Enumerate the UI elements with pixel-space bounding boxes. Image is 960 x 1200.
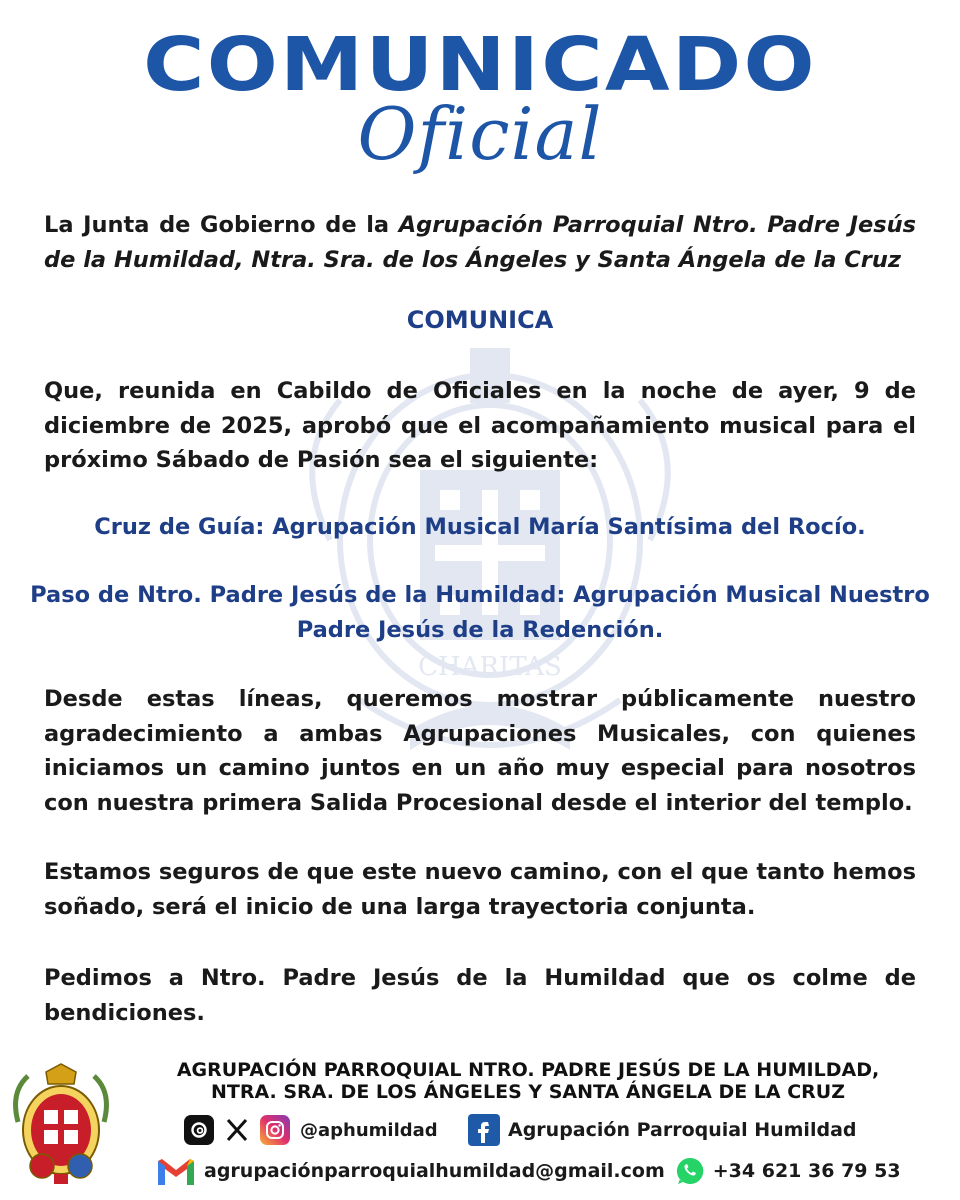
social-links: [184, 1114, 438, 1146]
comunica-heading: COMUNICA: [406, 306, 554, 334]
facebook-icon: [468, 1114, 500, 1146]
band-selection-2: Paso de Ntro. Padre Jesús de la Humildad: Agrupación Musical Nuestro Padre Jesús de la Redención.: [30, 582, 930, 643]
contact-phone[interactable]: +34 621 36 79 53: [712, 1160, 901, 1182]
intro-paragraph: [44, 208, 916, 277]
facebook-page-name[interactable]: Agrupación Parroquial Humildad: [508, 1119, 857, 1141]
band-selection-1: Cruz de Guía: Agrupación Musical María Santísima del Rocío.: [94, 514, 866, 540]
body-paragraph-3: Estamos seguros de que este nuevo camino, con el que tanto hemos soñado, será el inicio de una larga trayectoria conjunta.: [44, 859, 916, 920]
footer-organization-name: [118, 1059, 938, 1103]
contact-email[interactable]: agrupaciónparroquialhumildad@gmail.com: [204, 1160, 665, 1182]
social-handle[interactable]: @aphumildad: [300, 1119, 438, 1141]
facebook-link[interactable]: [468, 1114, 857, 1146]
footer-org-line-2: NTRA. SRA. DE LOS ÁNGELES Y SANTA ÁNGELA DE LA CRUZ: [210, 1081, 846, 1103]
body-paragraph-4: Pedimos a Ntro. Padre Jesús de la Humildad que os colme de bendiciones.: [44, 965, 916, 1026]
body-paragraph-1: Que, reunida en Cabildo de Oficiales en la noche de ayer, 9 de diciembre de 2025, aprobó que el acompañamiento musical para el próximo Sábado de Pasión sea el siguiente:: [44, 378, 916, 473]
intro-organization: Agrupación Parroquial Ntro. Padre Jesús de la Humildad, Ntra. Sra. de los Ángeles y Santa Ángela de la Cruz: [44, 212, 917, 273]
page-subtitle: Oficial: [357, 92, 603, 176]
whatsapp-icon: [675, 1156, 705, 1186]
page-title: COMUNICADO: [143, 22, 817, 108]
intro-plain: La Junta de Gobierno de la: [44, 212, 399, 238]
footer-org-line-1: AGRUPACIÓN PARROQUIAL NTRO. PADRE JESÚS DE LA HUMILDAD,: [176, 1059, 880, 1081]
instagram-icon[interactable]: [260, 1115, 290, 1145]
brotherhood-crest-icon: [8, 1062, 114, 1190]
body-paragraph-2: Desde estas líneas, queremos mostrar públicamente nuestro agradecimiento a ambas Agrupaciones Musicales, con quienes iniciamos un camino juntos en un año muy especial para nosotros con nuestra primera Salida Procesional desde el interior del templo.: [44, 686, 916, 816]
threads-icon[interactable]: [184, 1115, 214, 1145]
x-icon[interactable]: [222, 1115, 252, 1145]
contact-info: [156, 1154, 901, 1188]
watermark-motto: CHARITAS: [418, 652, 562, 682]
gmail-icon: [156, 1155, 196, 1187]
